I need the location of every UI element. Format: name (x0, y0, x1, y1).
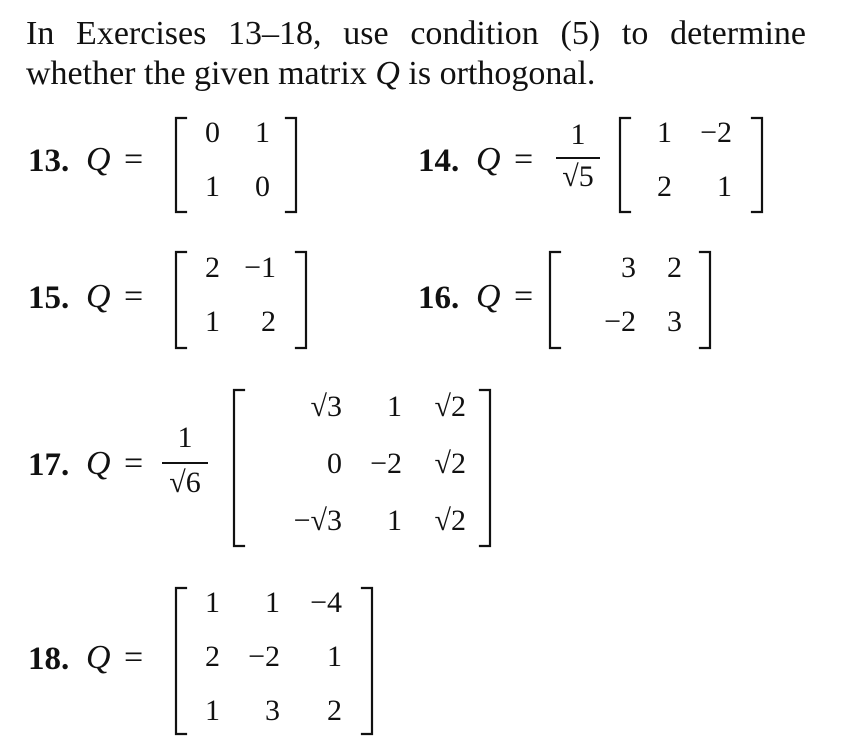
matrix-variable: Q (86, 445, 111, 482)
matrix-entry: 3 (621, 251, 636, 284)
matrix-entry: 2 (205, 251, 220, 284)
matrix-variable: Q (476, 141, 501, 178)
right-bracket (752, 118, 762, 212)
fraction-denominator: √6 (169, 466, 201, 499)
matrix-variable: Q (86, 278, 111, 315)
matrix-entry: 1 (327, 640, 342, 673)
equals-sign: = (514, 278, 534, 315)
matrix-entry: −4 (310, 586, 342, 619)
exercise-number: 18. (28, 641, 70, 677)
matrix-variable: Q (86, 639, 111, 676)
matrix-entry: √3 (310, 390, 342, 423)
exercise-number: 14. (418, 143, 460, 179)
matrix-variable: Q (476, 278, 501, 315)
matrix-variable: Q (375, 55, 400, 92)
matrix-entry: 3 (265, 694, 280, 727)
matrix-entry: √2 (434, 447, 466, 480)
right-bracket (480, 390, 490, 546)
instructions-text-end: is orthogonal. (399, 55, 596, 92)
matrix-entry: √2 (434, 390, 466, 423)
matrix-entry: 2 (667, 251, 682, 284)
matrix-entry: −2 (700, 116, 732, 149)
equals-sign: = (124, 639, 144, 676)
left-bracket (176, 252, 186, 348)
exercise-number: 17. (28, 447, 70, 483)
matrix-entry: 3 (667, 305, 682, 338)
right-bracket (362, 588, 372, 734)
right-bracket (286, 118, 296, 212)
matrix-entry: 0 (205, 116, 220, 149)
matrix-entry: 1 (657, 116, 672, 149)
matrix-entry: 2 (327, 694, 342, 727)
exercise-number: 13. (28, 143, 70, 179)
fraction-numerator: 1 (570, 118, 586, 151)
matrix-entry: 1 (387, 504, 402, 537)
matrix-entry: −1 (244, 251, 276, 284)
left-bracket (620, 118, 630, 212)
left-bracket (550, 252, 560, 348)
matrix-entry: 1 (205, 170, 220, 203)
equals-sign: = (514, 141, 534, 178)
matrix-entry: 1 (717, 170, 732, 203)
exercise-number: 15. (28, 280, 70, 316)
matrix-entry: 2 (261, 305, 276, 338)
left-bracket (176, 588, 186, 734)
matrix-entry: −2 (248, 640, 280, 673)
exercise-number: 16. (418, 280, 460, 316)
matrix-entry: 2 (205, 640, 220, 673)
matrix-entry: −2 (604, 305, 636, 338)
matrix-entry: √2 (434, 504, 466, 537)
matrix-entry: 0 (255, 170, 270, 203)
fraction-denominator: √5 (562, 160, 594, 193)
instructions-text: In Exercises 13–18, use condition (5) to determine whether the given matrix (26, 15, 806, 92)
matrix-entry: 1 (205, 305, 220, 338)
matrix-variable: Q (86, 141, 111, 178)
matrix-entry: 1 (255, 116, 270, 149)
right-bracket (296, 252, 306, 348)
matrix-entry: −2 (370, 447, 402, 480)
equals-sign: = (124, 141, 144, 178)
matrix-entry: 2 (657, 170, 672, 203)
matrix-entry: 1 (387, 390, 402, 423)
matrix-entry: 1 (205, 586, 220, 619)
matrix-entry: 1 (205, 694, 220, 727)
matrix-entry: 1 (265, 586, 280, 619)
left-bracket (234, 390, 244, 546)
fraction-numerator: 1 (177, 421, 193, 454)
matrix-entry: −√3 (293, 504, 342, 537)
right-bracket (700, 252, 710, 348)
equals-sign: = (124, 278, 144, 315)
left-bracket (176, 118, 186, 212)
equals-sign: = (124, 445, 144, 482)
matrix-entry: 0 (327, 447, 342, 480)
